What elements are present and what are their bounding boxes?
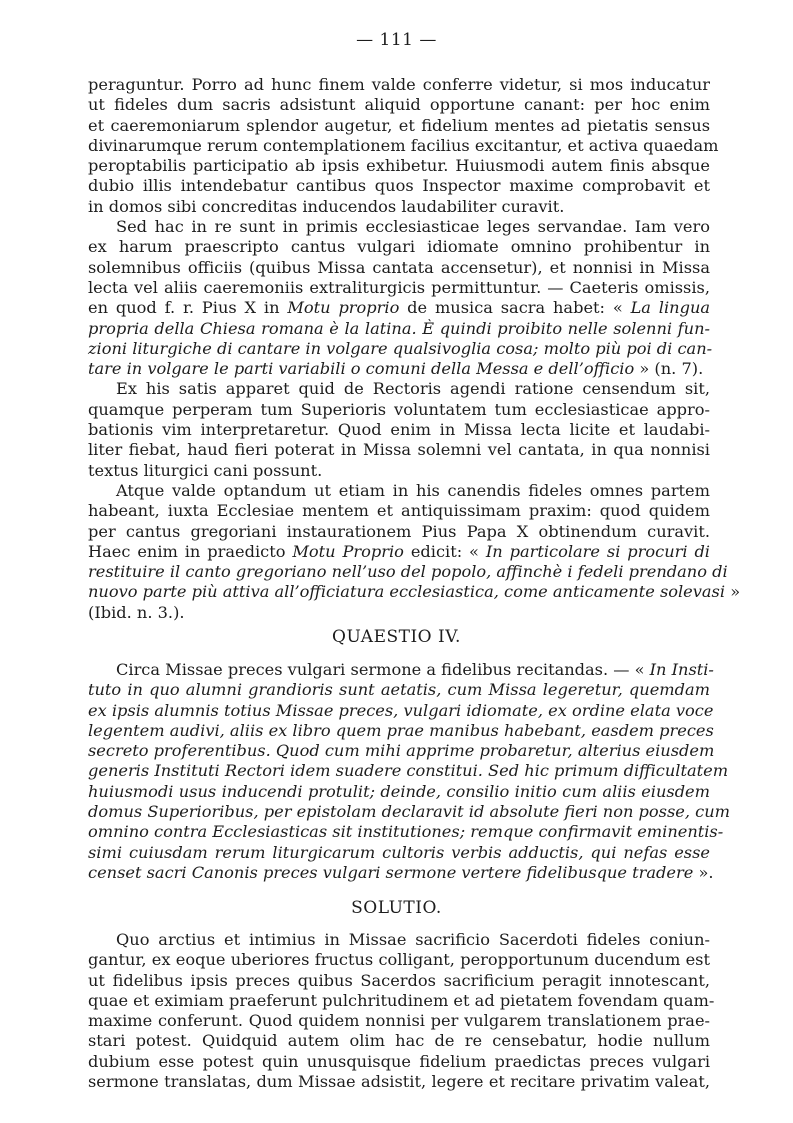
text-line: Haec enim in praedicto Motu Proprio edicit: « In particolare si procuri di — [88, 541, 710, 561]
text-line: bationis vim interpretaretur. Quod enim in Missa lecta licite et laudabi- — [88, 420, 710, 440]
quotation-line: huiusmodi usus inducendi protulit; deinde, consilio initio cum aliis eiusdem — [88, 781, 710, 801]
text-line: divinarumque rerum contemplationem facilius excitantur, et activa quaedam — [88, 135, 719, 155]
text-line: per cantus gregoriani instaurationem Pius Papa X obtinendum curavit. — [88, 521, 710, 541]
text-line: quae et eximiam praeferunt pulchritudinem et ad pietatem fovendam quam- — [88, 990, 715, 1010]
quotation-line: restituire il canto gregoriano nell’uso del popolo, affinchè i fedeli prendano di — [88, 562, 728, 582]
quotation-line: tuto in quo alumni grandioris sunt aetatis, cum Missa legeretur, quemdam — [88, 680, 710, 700]
italic-title: Motu proprio — [287, 298, 400, 318]
text-line: peraguntur. Porro ad hunc finem valde conferre videtur, si mos inducatur — [88, 75, 710, 94]
text-line: habeant, iuxta Ecclesiae mentem et antiquissimam praxim: quod quidem — [88, 501, 710, 521]
quaestio-body — [88, 660, 730, 883]
quotation-line: zioni liturgiche di cantare in volgare qualsivoglia cosa; molto più poi di can- — [88, 338, 713, 358]
page-number: — 111 — — [356, 30, 437, 50]
text-line: in domos sibi concreditas inducendos laudabiliter curavit. — [88, 196, 565, 216]
text-line: gantur, ex eoque uberiores fructus colligant, peropportunum ducendum est — [88, 950, 710, 970]
section-continuation — [88, 75, 741, 623]
text-line: stari potest. Quidquid autem olim hac de re censebatur, hodie nullum — [88, 1031, 710, 1051]
quotation-line: legentem audivi, aliis ex libro quem prae manibus habebant, easdem preces — [88, 720, 714, 740]
text-line: en quod f. r. Pius X in Motu proprio de musica sacra habet: « La lingua — [88, 298, 711, 318]
text-line: et caeremoniarum splendor augetur, et fidelium mentes ad pietatis sensus — [88, 115, 710, 135]
solutio-body — [88, 930, 715, 1092]
solutio-heading: SOLUTIO. — [351, 898, 442, 918]
italic-title: Motu Proprio — [292, 541, 404, 561]
text-line: maxime conferunt. Quod quidem nonnisi per vulgarem translationem prae- — [88, 1011, 710, 1031]
text-line: quamque perperam tum Superioris voluntatem tum ecclesiasticae appro- — [88, 399, 710, 419]
text-line: ut fidelibus ipsis preces quibus Sacerdos sacrificium peragit innotescant, — [88, 970, 710, 990]
quotation-line: simi cuiusdam rerum liturgicarum cultoris verbis adductis, qui nefas esse — [88, 842, 710, 862]
text-line: liter fiebat, haud fieri poterat in Missa solemni vel cantata, in qua nonnisi — [88, 440, 710, 460]
quotation-line: nuovo parte più attiva all’officiatura ecclesiastica, come anticamente solevasi » — [88, 582, 741, 602]
quotation-line: omnino contra Ecclesiasticas sit institutiones; remque confirmavit eminentis- — [88, 822, 724, 842]
citation-line: (Ibid. n. 3.). — [88, 602, 185, 622]
text-line: ut fideles dum sacris adsistunt aliquid opportune canant: per hoc enim — [88, 95, 710, 115]
text-line: Quo arctius et intimius in Missae sacrificio Sacerdoti fideles coniun- — [116, 930, 710, 949]
text-line: dubium esse potest quin unusquisque fidelium praedictas preces vulgari — [88, 1051, 710, 1071]
text-line: Circa Missae preces vulgari sermone a fidelibus recitandas. — « In Insti- — [116, 660, 714, 679]
quotation-line: secreto proferentibus. Quod cum mihi apprime probaretur, alterius eiusdem — [88, 741, 715, 761]
text-line: Sed hac in re sunt in primis ecclesiasticae leges servandae. Iam vero — [116, 217, 710, 237]
text-line: sermone translatas, dum Missae adsistit, legere et recitare privatim valeat, — [88, 1072, 710, 1092]
quaestio-heading: QUAESTIO IV. — [332, 627, 461, 647]
text-line: lecta vel aliis caeremoniis extraliturgicis permittuntur. — Caeteris omissis, — [88, 277, 710, 297]
text-line: ex harum praescripto cantus vulgari idiomate omnino prohibentur in — [88, 237, 710, 257]
text-line: solemnibus officiis (quibus Missa cantata accensetur), et nonnisi in Missa — [88, 257, 710, 277]
text-line: Atque valde optandum ut etiam in his canendis fideles omnes partem — [116, 480, 710, 500]
quotation-line: propria della Chiesa romana è la latina. È quindi proibito nelle solenni fun- — [88, 318, 710, 338]
text-line: Ex his satis apparet quid de Rectoris agendi ratione censendum sit, — [116, 379, 710, 399]
text-line: peroptabilis participatio ab ipsis exhibetur. Huiusmodi autem finis absque — [88, 156, 710, 176]
quotation-line: domus Superioribus, per epistolam declaravit id absolute fieri non posse, cum — [88, 802, 730, 822]
quotation-line: ex ipsis alumnis totius Missae preces, vulgari idiomate, ex ordine elata voce — [88, 700, 714, 720]
quotation-line: tare in volgare le parti variabili o comuni della Messa e dell’officio » (n. 7). — [88, 359, 704, 379]
quotation-line: censet sacri Canonis preces vulgari sermone vertere fidelibusque tradere ». — [88, 862, 714, 882]
text-line: textus liturgici cani possunt. — [88, 460, 323, 480]
text-line: dubio illis intendebatur cantibus quos Inspector maxime comprobavit et — [88, 176, 710, 196]
quotation-line: generis Instituti Rectori idem suadere constitui. Sed hic primum difficultatem — [88, 761, 729, 781]
